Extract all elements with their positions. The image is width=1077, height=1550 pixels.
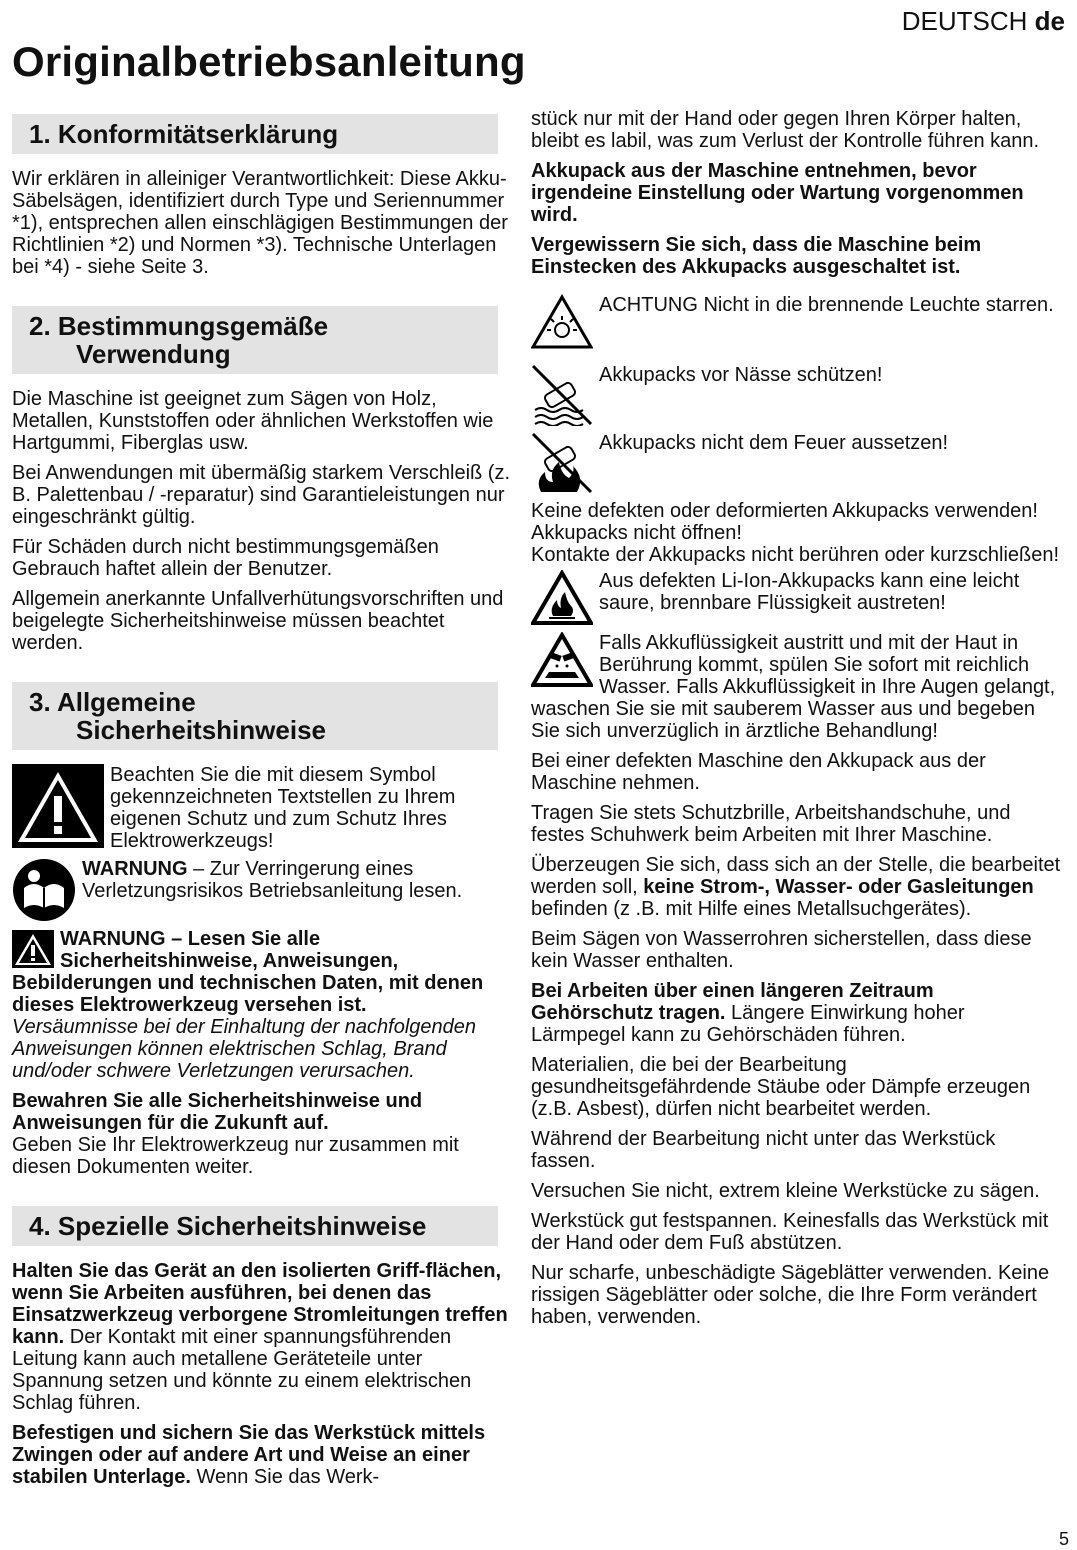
- section-2-heading: [12, 306, 498, 374]
- corrosive-icon: [531, 632, 593, 688]
- warning-triangle-icon: [12, 764, 104, 848]
- s2-paragraph-2: Bei Anwendungen mit übermäßig starkem Verschleiß (z. B. Palettenbau / -reparatur) sind Garantieleistungen nur eingeschränkt gültig.: [12, 462, 510, 528]
- keep-text: Geben Sie Ihr Elektrowerkzeug nur zusammen mit diesen Dokumenten weiter.: [12, 1134, 459, 1178]
- s4-paragraph-2: [12, 1422, 512, 1488]
- wet-text: Akkupacks vor Nässe schützen!: [599, 364, 883, 386]
- warning-2-italic: Versäumnisse bei der Einhaltung der nachfolgenden Anweisungen können elektrischen Schlag, Brand und/oder schwere Verletzungen verursachen.: [12, 1016, 477, 1082]
- water-pipes-text: Beim Sägen von Wasserrohren sicherstellen, dass diese kein Wasser enthalten.: [531, 928, 1032, 972]
- under-workpiece-text: Während der Bearbeitung nicht unter das Werkstück fassen.: [531, 1128, 996, 1172]
- right-column: [531, 108, 1061, 1336]
- section-1-heading: 1. Konformitätserklärung: [12, 114, 498, 154]
- defect-machine-text: Bei einer defekten Maschine den Akkupack aus der Maschine nehmen.: [531, 750, 986, 794]
- keep-instructions: [12, 1090, 512, 1178]
- switched-off-text: Vergewissern Sie sich, dass die Maschine beim Einstecken des Akkupacks ausgeschaltet ist.: [531, 234, 982, 278]
- defect-text: Keine defekten oder deformierten Akkupacks verwenden!: [531, 500, 1038, 522]
- light-warning-icon: [531, 294, 593, 350]
- hearing-bold: Bei Arbeiten über einen längeren Zeitraum Gehörschutz tragen.: [531, 980, 934, 1024]
- s2-heading-line1: 2. Bestimmungsgemäße: [29, 311, 329, 341]
- s2-paragraph-1: Die Maschine ist geeignet zum Sägen von Holz, Metallen, Kunststoffen oder ähnlichen Werkstoffen wie Hartgummi, Fiberglas usw.: [12, 388, 494, 454]
- lines-text-bold: keine Strom-, Wasser- oder Gasleitungen: [643, 876, 1034, 898]
- hearing-text: [531, 980, 1061, 1046]
- achtung-text: ACHTUNG Nicht in die brennende Leuchte starren.: [599, 294, 1054, 316]
- warning-symbol-row: [12, 764, 512, 852]
- warning-triangle-small-icon: [12, 930, 54, 968]
- s4-p2-text: Wenn Sie das Werk-: [190, 1466, 380, 1488]
- warning-2-bold: WARNUNG – Lesen Sie alle Sicherheitshinweise, Anweisungen, Bebilderungen und technischen Daten, mit denen dieses Elektrowerkzeug versehen ist.: [12, 928, 484, 1016]
- warning-1-bold: WARNUNG: [82, 858, 188, 880]
- s3-heading-line1: 3. Allgemeine: [29, 687, 196, 717]
- small-workpieces-text: Versuchen Sie nicht, extrem kleine Werkstücke zu sägen.: [531, 1180, 1040, 1202]
- fluid-text-b: Falls Akkuflüssigkeit in Ihre Augen gelangt, waschen Sie sie mit sauberem Wasser aus und begeben Sie sich unverzüglich in ärztliche Behandlung!: [531, 676, 1056, 742]
- liion-text: Aus defekten Li-Ion-Akkupacks kann eine leicht saure, brennbare Flüssigkeit austreten!: [599, 570, 1020, 614]
- manual-warning-text: [82, 858, 512, 902]
- liion-row: [531, 570, 1061, 626]
- s2-paragraph-3: Für Schäden durch nicht bestimmungsgemäßen Gebrauch haftet allein der Benutzer.: [12, 536, 439, 580]
- language-word: DEUTSCH: [901, 6, 1028, 36]
- s2-paragraph-4: Allgemein anerkannte Unfallverhütungsvorschriften und beigelegte Sicherheitshinweise müssen beachtet werden.: [12, 588, 504, 654]
- fluid-text: [531, 632, 1061, 742]
- s4-paragraph-1: [12, 1260, 512, 1414]
- fire-row: [531, 432, 1061, 494]
- contacts-text: Kontakte der Akkupacks nicht berühren oder kurzschließen!: [531, 544, 1060, 566]
- hearing-normal: Längere Einwirkung hoher Lärmpegel kann zu Gehörschäden führen.: [531, 1002, 965, 1046]
- wet-row: [531, 364, 1061, 426]
- warning-1-text: – Zur Verringerung eines Verletzungsrisikos Betriebsanleitung lesen.: [82, 858, 463, 902]
- lines-text: [531, 854, 1061, 920]
- remove-battery-text: Akkupack aus der Maschine entnehmen, bevor irgendeine Einstellung oder Wartung vorgenommen wird.: [531, 160, 1024, 226]
- flammable-icon: [531, 570, 593, 626]
- open-text: Akkupacks nicht öffnen!: [531, 522, 742, 544]
- keep-bold: Bewahren Sie alle Sicherheitshinweise und Anweisungen für die Zukunft auf.: [12, 1090, 423, 1134]
- fire-text: Akkupacks nicht dem Feuer aussetzen!: [599, 432, 949, 454]
- s2-heading-line2: Verwendung: [76, 339, 231, 369]
- left-column: [12, 108, 512, 1496]
- s1-text: Wir erklären in alleiniger Verantwortlichkeit: Diese Akku-Säbelsägen, identifiziert durch Type und Seriennummer *1), entsprechen allen einschlägigen Bestimmungen der Richtlinien *2) und Normen *3). Technische Unterlagen bei *4) - siehe Seite 3.: [12, 168, 508, 278]
- s4-p1-bold: Halten Sie das Gerät an den isolierten Griff-flächen, wenn Sie Arbeiten ausführen, bei denen das Einsatzwerkzeug verborgene Stromleitungen treffen kann.: [12, 1260, 508, 1348]
- warning-symbol-text: Beachten Sie die mit diesem Symbol gekennzeichneten Textstellen zu Ihrem eigenen Schutz und zum Schutz Ihres Elektrowerkzeugs!: [110, 764, 456, 852]
- lines-text-c: befinden (z .B. mit Hilfe eines Metallsuchgerätes).: [531, 898, 972, 920]
- lines-text-a: Überzeugen Sie sich, dass sich an der Stelle, die bearbeitet werden soll,: [531, 854, 1061, 898]
- achtung-row: [531, 294, 1061, 350]
- fluid-block: [531, 632, 1061, 742]
- clamp-text: Werkstück gut festspannen. Keinesfalls das Werkstück mit der Hand oder dem Fuß abstützen.: [531, 1210, 1049, 1254]
- page-number: 5: [1058, 1529, 1069, 1549]
- read-manual-icon: [12, 858, 76, 922]
- s4-p1-text: Der Kontakt mit einer spannungsführenden Leitung kann auch metallene Geräteteile unter Spannung setzen und könnte zu einem elektrischen Schlag führen.: [12, 1326, 472, 1414]
- no-water-icon: [531, 364, 593, 426]
- fluid-text-a: Falls Akkuflüssigkeit austritt und mit der Haut in Berührung kommt, spülen Sie sofort mit reichlich Wasser.: [599, 632, 1030, 698]
- language-label: [902, 6, 1065, 37]
- s4-p2-bold: Befestigen und sichern Sie das Werkstück mittels Zwingen oder auf andere Art und Weise an einer stabilen Unterlage.: [12, 1422, 486, 1488]
- language-code: de: [1034, 6, 1065, 36]
- protective-gear-text: Tragen Sie stets Schutzbrille, Arbeitshandschuhe, und festes Schuhwerk beim Arbeiten mit Ihrer Maschine.: [531, 802, 1011, 846]
- section-4-heading: 4. Spezielle Sicherheitshinweise: [12, 1206, 498, 1246]
- no-fire-icon: [531, 432, 593, 494]
- s3-heading-line2: Sicherheitshinweise: [76, 715, 326, 745]
- materials-text: Materialien, die bei der Bearbeitung gesundheitsgefährdende Stäube oder Dämpfe erzeugen (z.B. Asbest), dürfen nicht bearbeitet werden.: [531, 1054, 1031, 1120]
- warning-2-block: [12, 928, 512, 1082]
- continuation-text: stück nur mit der Hand oder gegen Ihren Körper halten, bleibt es labil, was zum Verlust der Kontrolle führen kann.: [531, 108, 1040, 152]
- section-3-heading: [12, 682, 498, 750]
- blades-text: Nur scharfe, unbeschädigte Sägeblätter verwenden. Keine rissigen Sägeblätter oder solche, die Ihre Form verändert haben, verwenden.: [531, 1262, 1050, 1328]
- manual-row: [12, 858, 512, 922]
- page-title: Originalbetriebsanleitung: [12, 38, 526, 85]
